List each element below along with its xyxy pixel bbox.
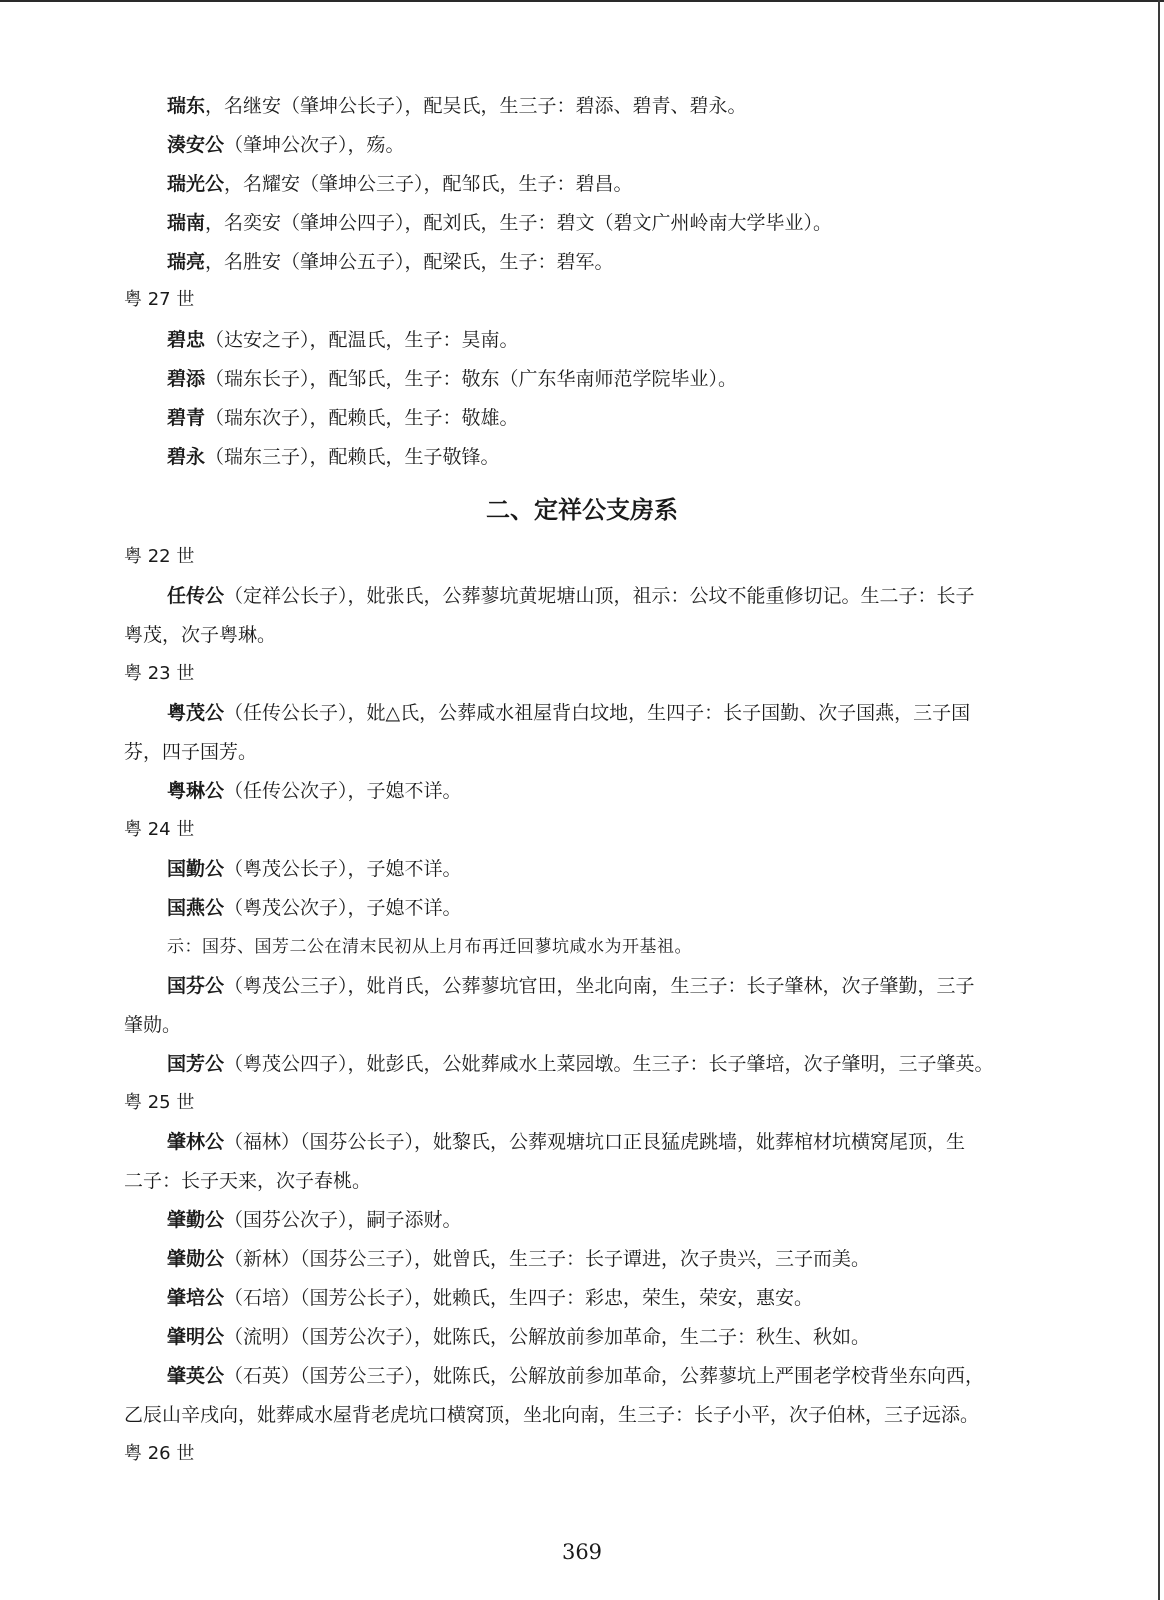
entry-text: （肇坤公次子），殇。 (224, 134, 405, 156)
generation-heading: 粤 25 世 (124, 1092, 195, 1113)
generation-heading: 粤 22 世 (124, 546, 195, 567)
generation-heading: 粤 23 世 (124, 663, 195, 684)
entry-line (167, 1285, 813, 1311)
entry-line (167, 895, 462, 921)
section-title: 二、定祥公支房系 (486, 496, 678, 524)
entry-line (167, 1207, 462, 1233)
entry-name: 瑞东 (167, 95, 206, 117)
entry-line (167, 366, 737, 392)
entry-continuation: 肇勋。 (124, 1014, 182, 1036)
entry-text: （瑞东长子），配邹氏，生子：敬东（广东华南师范学院毕业）。 (205, 368, 738, 390)
entry-line (167, 327, 519, 353)
entry-text: （新林）（国芬公三子），妣曾氏，生三子：长子谭进，次子贵兴，三子而美。 (224, 1248, 871, 1270)
generation-heading: 粤 27 世 (124, 289, 195, 310)
entry-continuation: 粤茂，次子粤琳。 (124, 624, 277, 646)
entry-line (167, 778, 462, 804)
entry-name: 肇勋公 (167, 1248, 225, 1270)
entry-name: 粤茂公 (167, 702, 225, 724)
entry-name: 瑞亮 (167, 251, 206, 273)
entry-line (167, 444, 500, 470)
entry-name: 国燕公 (167, 897, 225, 919)
entry-name: 碧青 (167, 407, 206, 429)
entry-text: （流明）（国芳公次子），妣陈氏，公解放前参加革命，生二子：秋生、秋如。 (224, 1326, 871, 1348)
entry-text: （石培）（国芳公长子），妣赖氏，生四子：彩忠，荣生，荣安，惠安。 (224, 1287, 814, 1309)
entry-text: ，名耀安（肇坤公三子），配邹氏，生子：碧昌。 (224, 173, 633, 195)
entry-line (167, 973, 1038, 999)
entry-name: 湊安公 (167, 134, 225, 156)
entry-line (167, 405, 519, 431)
entry-text: （定祥公长子），妣张氏，公葬蓼坑黄坭塘山顶，祖示：公坟不能重修切记。生二子：长子 (224, 585, 975, 607)
note-line: 示：国芬、国芳二公在清末民初从上月布再迁回蓼坑咸水为开基祖。 (167, 937, 692, 957)
entry-name: 国芳公 (167, 1053, 225, 1075)
generation-heading: 粤 24 世 (124, 819, 195, 840)
entry-name: 国勤公 (167, 858, 225, 880)
entry-name: 肇明公 (167, 1326, 225, 1348)
entry-name: 任传公 (167, 585, 225, 607)
entry-line (167, 132, 405, 158)
entry-text: （粤茂公四子），妣彭氏，公妣葬咸水上菜园墩。生三子：长子肇培，次子肇明，三子肇英。 (224, 1053, 994, 1075)
entry-text: （粤茂公次子），子媳不详。 (224, 897, 462, 919)
entry-continuation: 芬，四子国芳。 (124, 741, 258, 763)
entry-line (167, 210, 832, 236)
generation-heading: 粤 26 世 (124, 1443, 195, 1464)
entry-line (167, 249, 614, 275)
entry-name: 瑞光公 (167, 173, 225, 195)
entry-line (167, 1246, 870, 1272)
entry-line (167, 700, 1038, 726)
entry-text: ，名胜安（肇坤公五子），配梁氏，生子：碧军。 (205, 251, 614, 273)
entry-name: 国芬公 (167, 975, 225, 997)
entry-name: 肇林公 (167, 1131, 225, 1153)
entry-text: （任传公长子），妣△氏，公葬咸水祖屋背白坟地，生四子：长子国勤、次子国燕，三子国 (224, 702, 971, 724)
entry-name: 肇培公 (167, 1287, 225, 1309)
entry-line (167, 1129, 1038, 1155)
entry-name: 粤琳公 (167, 780, 225, 802)
entry-line (167, 1324, 870, 1350)
entry-text: （粤茂公三子），妣肖氏，公葬蓼坑官田，坐北向南，生三子：长子肇林，次子肇勤，三子 (224, 975, 975, 997)
entry-name: 碧添 (167, 368, 206, 390)
entry-name: 碧忠 (167, 329, 206, 351)
entry-line (167, 93, 747, 119)
entry-continuation: 二子：长子天来，次子春桃。 (124, 1170, 372, 1192)
entry-name: 肇勤公 (167, 1209, 225, 1231)
entry-line (167, 583, 1038, 609)
entry-line (167, 1051, 1038, 1077)
entry-line (167, 1363, 1038, 1389)
entry-text: （石英）（国芳公三子），妣陈氏，公解放前参加革命，公葬蓼坑上严围老学校背坐东向西， (224, 1365, 985, 1387)
entry-text: （福林）（国芬公长子），妣黎氏，公葬观塘坑口正艮猛虎跳墙，妣葬棺材坑横窝尾顶，生 (224, 1131, 966, 1153)
entry-continuation: 乙辰山辛戌向，妣葬咸水屋背老虎坑口横窝顶，坐北向南，生三子：长子小平，次子伯林，三子远添。 (124, 1404, 980, 1426)
entry-text: （瑞东次子），配赖氏，生子：敬雄。 (205, 407, 519, 429)
page-number: 369 (561, 1540, 603, 1564)
entry-text: （任传公次子），子媳不详。 (224, 780, 462, 802)
entry-line (167, 171, 633, 197)
entry-name: 肇英公 (167, 1365, 225, 1387)
entry-text: （瑞东三子），配赖氏，生子敬锋。 (205, 446, 500, 468)
entry-line (167, 856, 462, 882)
entry-text: （达安之子），配温氏，生子：昊南。 (205, 329, 519, 351)
entry-name: 瑞南 (167, 212, 206, 234)
entry-name: 碧永 (167, 446, 206, 468)
entry-text: ，名奕安（肇坤公四子），配刘氏，生子：碧文（碧文广州岭南大学毕业）。 (205, 212, 833, 234)
entry-text: （粤茂公长子），子媳不详。 (224, 858, 462, 880)
entry-text: ，名继安（肇坤公长子），配吴氏，生三子：碧添、碧青、碧永。 (205, 95, 747, 117)
entry-text: （国芬公次子），嗣子添财。 (224, 1209, 462, 1231)
